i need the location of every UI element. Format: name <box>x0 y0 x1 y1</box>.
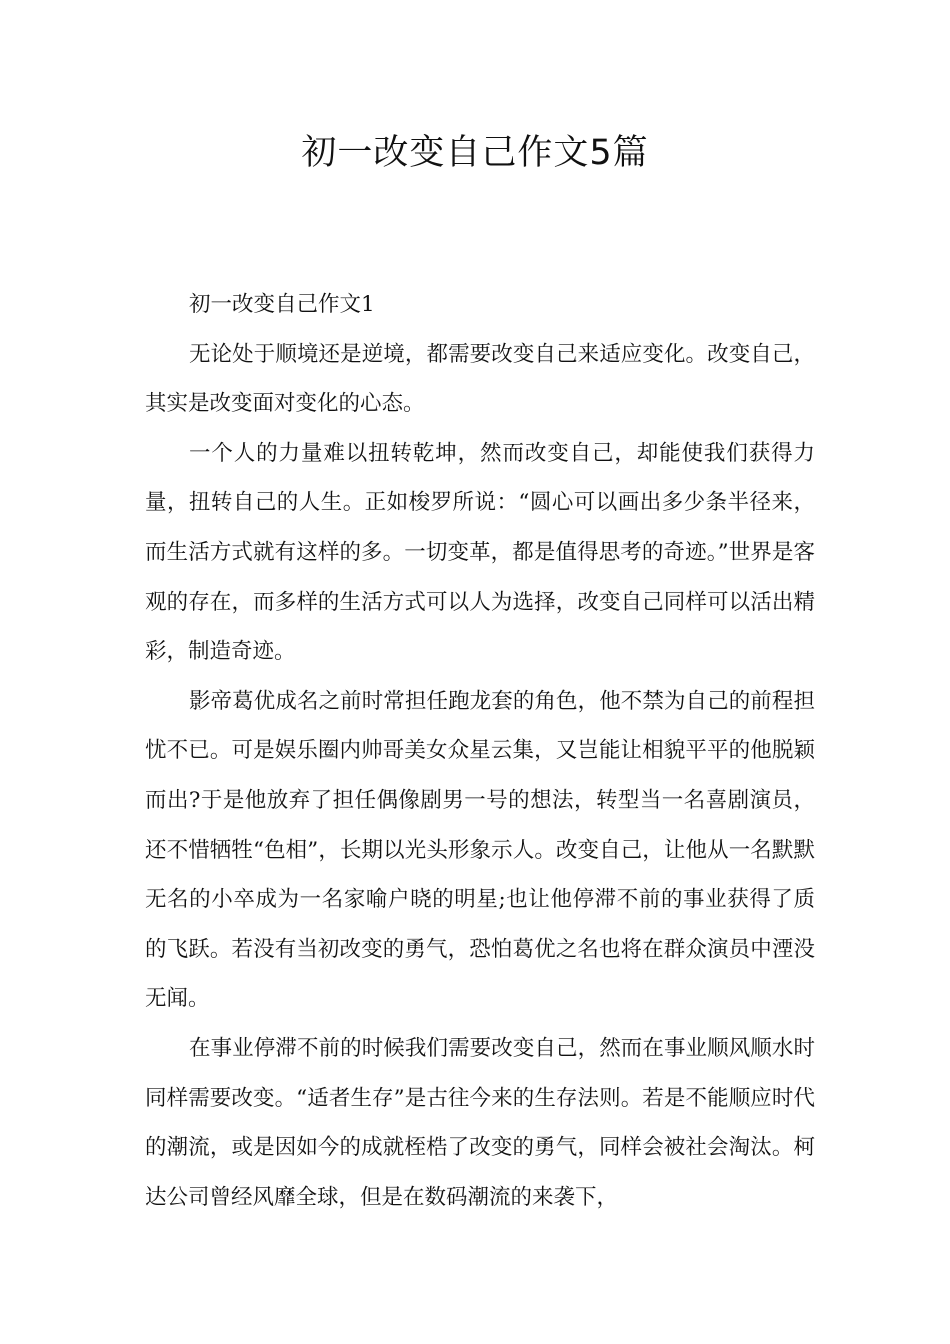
paragraph: 在事业停滞不前的时候我们需要改变自己，然而在事业顺风顺水时同样需要改变。“适者生存”是古往今来的生存法则。若是不能顺应时代的潮流，或是因如今的成就桎梏了改变的勇气，同样会被社会淘汰。柯达公司曾经风靡全球，但是在数码潮流的来袭下， <box>145 1035 815 1210</box>
paragraph: 无论处于顺境还是逆境，都需要改变自己来适应变化。改变自己，其实是改变面对变化的心态。 <box>145 341 815 417</box>
paragraph: 一个人的力量难以扭转乾坤，然而改变自己，却能使我们获得力量，扭转自己的人生。正如梭罗所说：“圆心可以画出多少条半径来，而生活方式就有这样的多。一切变革，都是值得思考的奇迹。”世界是客观的存在，而多样的生活方式可以人为选择，改变自己同样可以活出精彩，制造奇迹。 <box>145 440 815 665</box>
paragraph: 影帝葛优成名之前时常担任跑龙套的角色，他不禁为自己的前程担忧不已。可是娱乐圈内帅哥美女众星云集，又岂能让相貌平平的他脱颖而出?于是他放弃了担任偶像剧男一号的想法，转型当一名喜剧演员，还不惜牺牲“色相”，长期以光头形象示人。改变自己，让他从一名默默无名的小卒成为一名家喻户晓的明星;也让他停滞不前的事业获得了质的飞跃。若没有当初改变的勇气，恐怕葛优之名也将在群众演员中湮没无闻。 <box>145 688 815 1012</box>
essay-heading: 初一改变自己作文1 <box>189 292 375 317</box>
document-title: 初一改变自己作文5篇 <box>301 133 649 173</box>
document-body <box>145 280 815 1222</box>
